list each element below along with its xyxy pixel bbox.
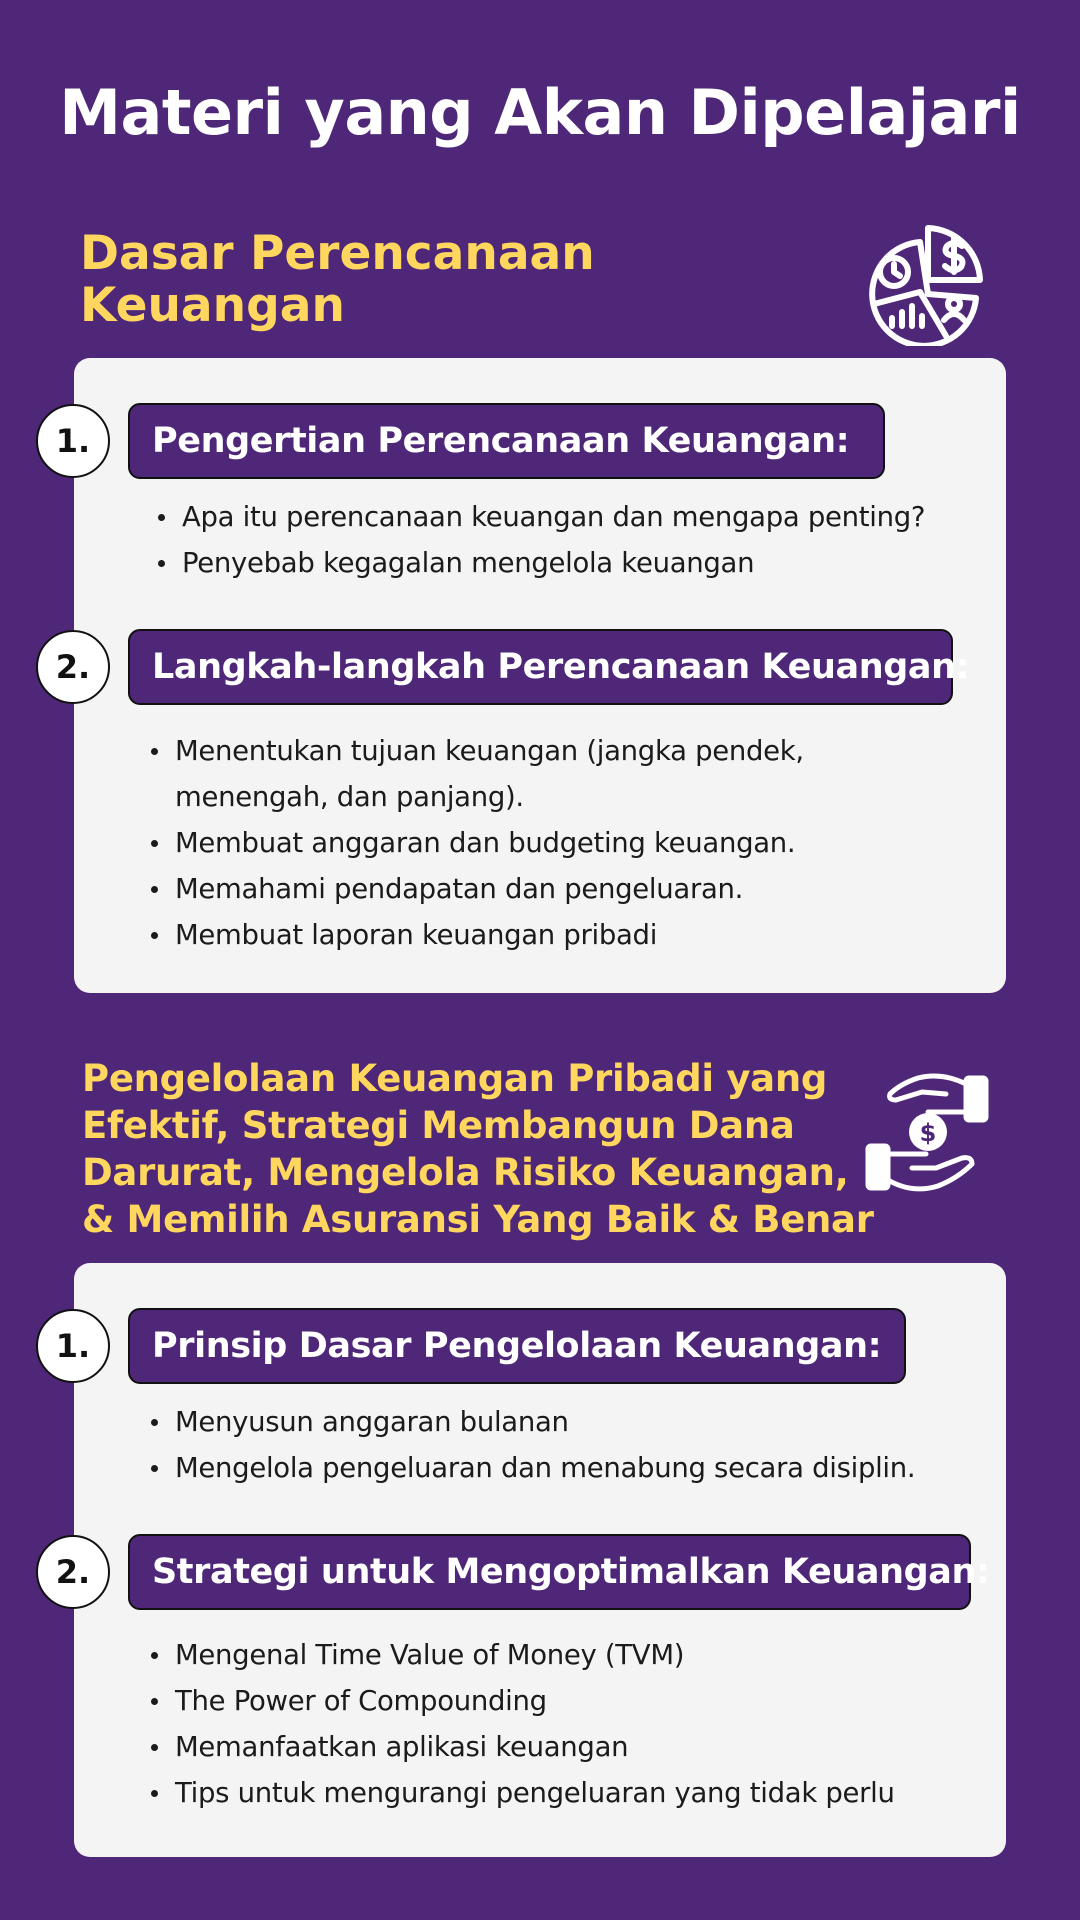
svg-text:$: $ xyxy=(919,1119,937,1147)
money-hands-icon xyxy=(862,1070,992,1198)
list-item: Memanfaatkan aplikasi keuangan xyxy=(175,1724,895,1770)
finance-chart-icon xyxy=(862,222,986,346)
bullet-list xyxy=(175,728,804,958)
bullet-dot xyxy=(151,932,158,939)
list-item: Membuat anggaran dan budgeting keuangan. xyxy=(175,820,804,866)
bullet-dot xyxy=(151,748,158,755)
item-heading: Prinsip Dasar Pengelolaan Keuangan: xyxy=(128,1308,906,1384)
bullet-dot xyxy=(151,886,158,893)
list-item-continuation: menengah, dan panjang). xyxy=(175,781,524,813)
item-number: 2. xyxy=(36,630,110,704)
list-item: Mengenal Time Value of Money (TVM) xyxy=(175,1632,895,1678)
section1-title: Dasar Perencanaan Keuangan xyxy=(80,226,595,333)
list-item: Tips untuk mengurangi pengeluaran yang tidak perlu xyxy=(175,1770,895,1816)
bullet-dot xyxy=(151,1790,158,1797)
item-number: 2. xyxy=(36,1535,110,1609)
page-title: Materi yang Akan Dipelajari xyxy=(59,76,1021,149)
section2-title-line: Pengelolaan Keuangan Pribadi yang xyxy=(82,1057,828,1100)
item-number: 1. xyxy=(36,1309,110,1383)
bullet-dot xyxy=(151,1652,158,1659)
section2-title-line: Darurat, Mengelola Risiko Keuangan, xyxy=(82,1151,849,1194)
list-item: Membuat laporan keuangan pribadi xyxy=(175,912,804,958)
bullet-dot xyxy=(151,1744,158,1751)
bullet-dot xyxy=(151,1419,158,1426)
list-item: Apa itu perencanaan keuangan dan mengapa penting? xyxy=(182,494,925,540)
bullet-dot xyxy=(158,514,165,521)
list-item: Menentukan tujuan keuangan (jangka pendek, xyxy=(175,728,804,774)
item-heading: Langkah-langkah Perencanaan Keuangan: xyxy=(128,629,953,705)
section2-title xyxy=(82,1055,902,1243)
bullet-dot xyxy=(158,560,165,567)
list-item: Memahami pendapatan dan pengeluaran. xyxy=(175,866,804,912)
list-item: Mengelola pengeluaran dan menabung secara disiplin. xyxy=(175,1445,915,1491)
bullet-dot xyxy=(151,1465,158,1472)
list-item: Menyusun anggaran bulanan xyxy=(175,1399,915,1445)
bullet-list xyxy=(175,1632,895,1816)
list-item: Penyebab kegagalan mengelola keuangan xyxy=(182,540,925,586)
bullet-dot xyxy=(151,1698,158,1705)
item-heading: Strategi untuk Mengoptimalkan Keuangan: xyxy=(128,1534,971,1610)
section2-title-line: Efektif, Strategi Membangun Dana xyxy=(82,1104,795,1147)
bullet-list xyxy=(182,494,925,586)
item-number: 1. xyxy=(36,404,110,478)
list-item: The Power of Compounding xyxy=(175,1678,895,1724)
section2-title-line: & Memilih Asuransi Yang Baik & Benar xyxy=(82,1198,874,1241)
bullet-dot xyxy=(151,840,158,847)
item-heading: Pengertian Perencanaan Keuangan: xyxy=(128,403,885,479)
bullet-list xyxy=(175,1399,915,1491)
